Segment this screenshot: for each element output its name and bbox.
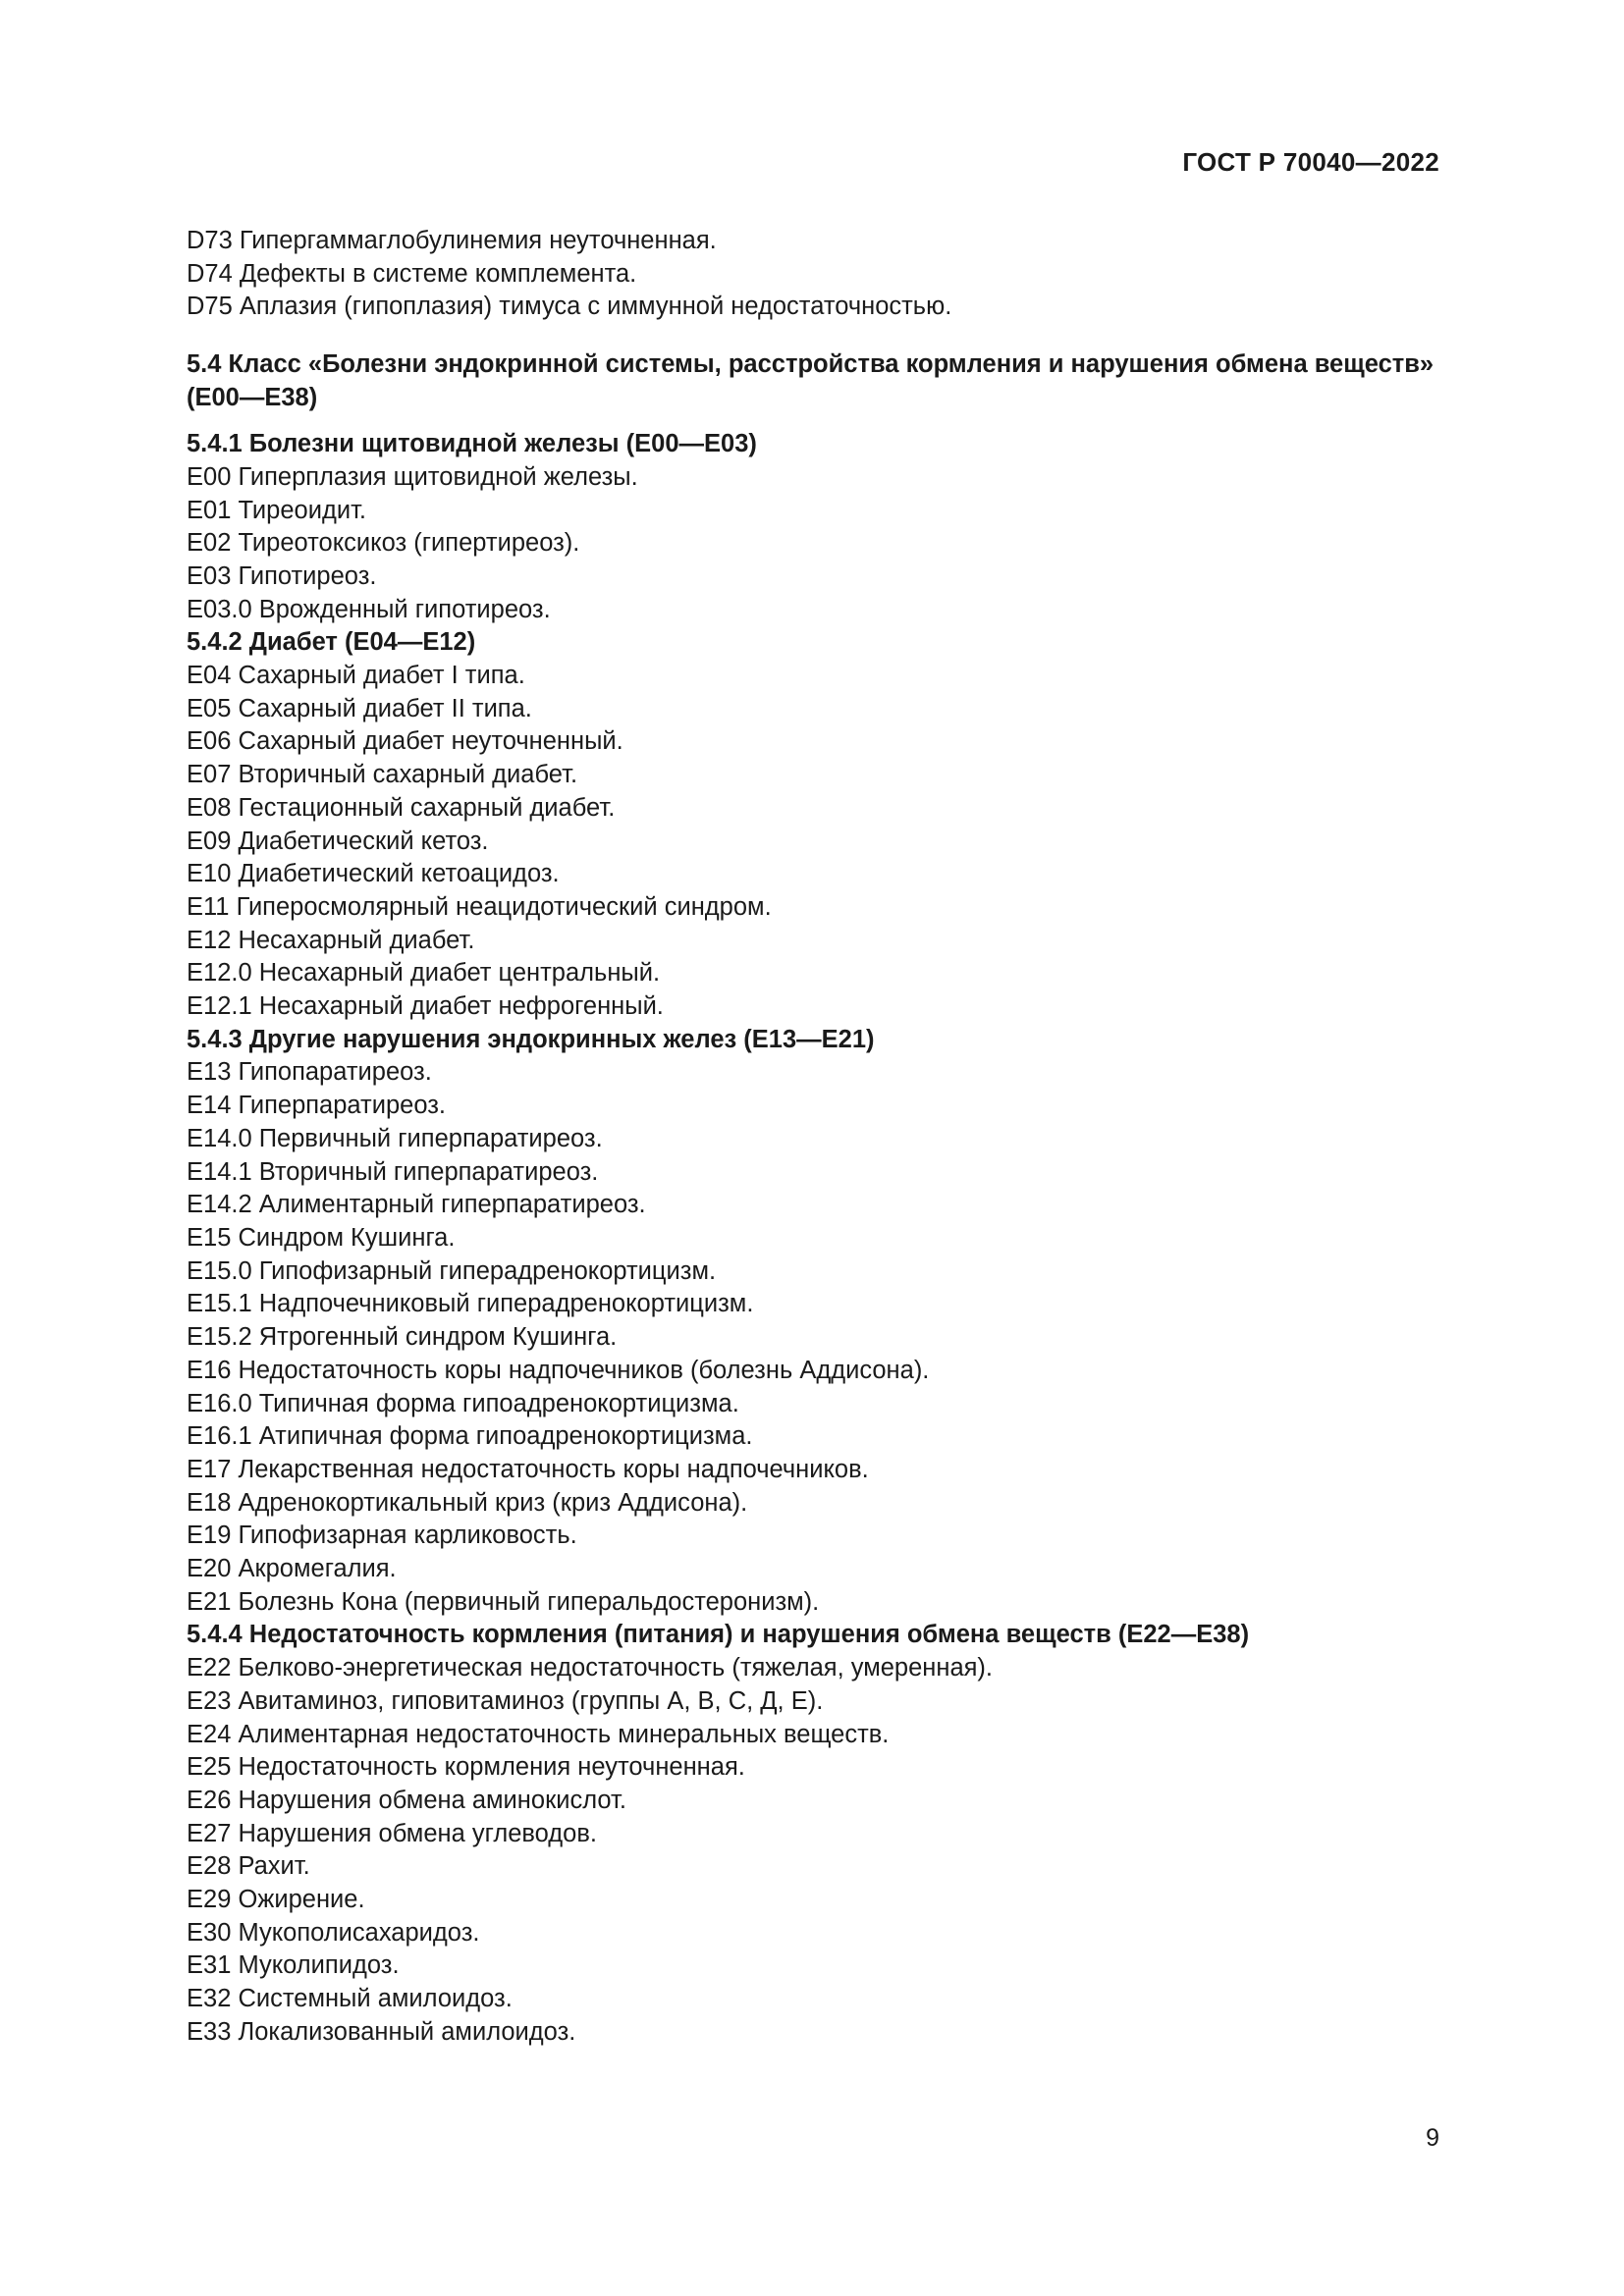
section-heading: 5.4.4 Недостаточность кормления (питания) и нарушения обмена веществ (Е22—Е38) <box>187 1621 1250 1649</box>
list-item: Е03 Гипотиреоз. <box>187 561 377 590</box>
list-item: D75 Аплазия (гипоплазия) тимуса с иммунной недостаточностью. <box>187 293 952 321</box>
list-item: Е22 Белково-энергетическая недостаточность (тяжелая, умеренная). <box>187 1654 994 1682</box>
list-item: Е16.1 Атипичная форма гипоадренокортицизма. <box>187 1422 753 1451</box>
list-item: Е01 Тиреоидит. <box>187 496 367 524</box>
list-item: Е29 Ожирение. <box>187 1886 365 1914</box>
list-item: Е23 Авитаминоз, гиповитаминоз (группы А, В, С, Д, Е). <box>187 1686 824 1715</box>
list-item: Е16.0 Типичная форма гипоадренокортицизма. <box>187 1389 739 1417</box>
list-item: Е33 Локализованный амилоидоз. <box>187 2017 576 2046</box>
document-body <box>187 225 1453 2050</box>
list-item: Е15.2 Ятрогенный синдром Кушинга. <box>187 1323 618 1352</box>
list-item: Е30 Мукополисахаридоз. <box>187 1918 480 1947</box>
list-item: Е32 Системный амилоидоз. <box>187 1985 513 2013</box>
section-heading: 5.4.1 Болезни щитовидной железы (Е00—Е03) <box>187 430 757 458</box>
list-item: Е08 Гестационный сахарный диабет. <box>187 793 616 822</box>
list-item: Е15.0 Гипофизарный гиперадренокортицизм. <box>187 1256 717 1285</box>
list-item: Е06 Сахарный диабет неуточненный. <box>187 727 623 756</box>
page-number: 9 <box>1426 2124 1439 2152</box>
list-item: Е28 Рахит. <box>187 1852 310 1881</box>
list-item: D73 Гипергаммаглобулинемия неуточненная. <box>187 227 717 254</box>
list-item: Е16 Недостаточность коры надпочечников (болезнь Аддисона). <box>187 1356 930 1384</box>
section-heading: 5.4.2 Диабет (Е04—Е12) <box>187 628 476 657</box>
list-item: Е17 Лекарственная недостаточность коры надпочечников. <box>187 1455 869 1483</box>
list-item: Е04 Сахарный диабет I типа. <box>187 662 525 690</box>
list-item: Е07 Вторичный сахарный диабет. <box>187 761 578 789</box>
list-item: Е14.1 Вторичный гиперпаратиреоз. <box>187 1157 599 1186</box>
list-item: Е21 Болезнь Кона (первичный гиперальдостеронизм). <box>187 1587 820 1616</box>
list-item: Е18 Адренокортикальный криз (криз Аддисона). <box>187 1488 748 1517</box>
list-item: Е02 Тиреотоксикоз (гипертиреоз). <box>187 529 580 558</box>
list-item: Е15.1 Надпочечниковый гиперадренокортицизм. <box>187 1290 754 1318</box>
list-item: Е03.0 Врожденный гипотиреоз. <box>187 595 551 623</box>
list-item: Е15 Синдром Кушинга. <box>187 1223 456 1252</box>
class-heading: 5.4 Класс «Болезни эндокринной системы, расстройства кормления и нарушения обмена веществ» (Е00—Е38) <box>187 350 1435 412</box>
list-item: Е09 Диабетический кетоз. <box>187 827 489 855</box>
list-item: Е20 Акромегалия. <box>187 1555 397 1583</box>
list-item: Е31 Муколипидоз. <box>187 1951 400 1980</box>
list-item: D74 Дефекты в системе комплемента. <box>187 259 637 288</box>
list-item: Е13 Гипопаратиреоз. <box>187 1058 432 1087</box>
list-item: Е19 Гипофизарная карликовость. <box>187 1522 577 1550</box>
list-item: Е27 Нарушения обмена углеводов. <box>187 1819 597 1847</box>
list-item: Е00 Гиперплазия щитовидной железы. <box>187 462 638 491</box>
list-item: Е26 Нарушения обмена аминокислот. <box>187 1786 626 1814</box>
list-item: Е25 Недостаточность кормления неуточненная. <box>187 1753 745 1782</box>
list-item: Е10 Диабетический кетоацидоз. <box>187 860 560 888</box>
list-item: Е05 Сахарный диабет II типа. <box>187 694 532 722</box>
document-id-header: ГОСТ Р 70040—2022 <box>1182 147 1439 177</box>
list-item: Е14.0 Первичный гиперпаратиреоз. <box>187 1124 603 1152</box>
list-item: Е14 Гиперпаратиреоз. <box>187 1092 447 1120</box>
list-item: Е12.0 Несахарный диабет центральный. <box>187 959 661 988</box>
list-item: Е12.1 Несахарный диабет нефрогенный. <box>187 992 664 1021</box>
section-heading: 5.4.3 Другие нарушения эндокринных желез (Е13—Е21) <box>187 1025 875 1053</box>
list-item: Е12 Несахарный диабет. <box>187 926 475 954</box>
list-item: Е24 Алиментарная недостаточность минеральных веществ. <box>187 1720 890 1748</box>
list-item: Е14.2 Алиментарный гиперпаратиреоз. <box>187 1191 646 1219</box>
list-item: Е11 Гиперосмолярный неацидотический синдром. <box>187 892 772 921</box>
